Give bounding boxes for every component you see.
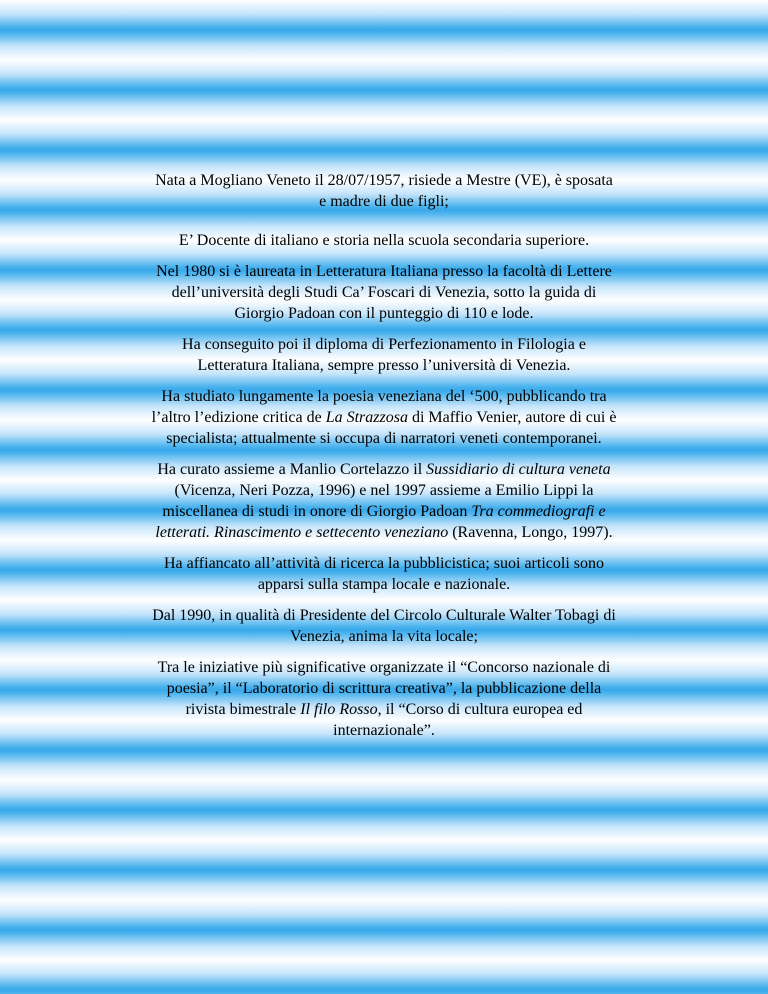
paragraph-publications (150, 459, 618, 543)
text-segment: Tra le iniziative più significative organizzate il “Concorso nazionale di poesia”, il “Laboratorio di scrittura creativa”, la pubblicazione della rivista bimestrale (157, 659, 611, 718)
paragraph-degree: Nel 1980 si è laureata in Letteratura Italiana presso la facoltà di Lettere dell’università degli Studi Ca’ Foscari di Venezia, sotto la guida di Giorgio Padoan con il punteggio di 110 e lode. (156, 263, 612, 322)
text-segment: (Ravenna, Longo, 1997). (448, 524, 613, 541)
text-segment: Ha studiato lungamente la poesia veneziana del ‘500, pubblicando tra l’altro l’edizione critica de (151, 388, 607, 426)
paragraph-research (150, 386, 618, 449)
biography-text (150, 170, 618, 751)
paragraph-circolo: Dal 1990, in qualità di Presidente del Circolo Culturale Walter Tobagi di Venezia, anima la vita locale; (152, 607, 616, 645)
paragraph-initiatives (150, 657, 618, 741)
title-sussidiario: Sussidiario di cultura veneta (426, 461, 611, 478)
paragraph-diploma: Ha conseguito poi il diploma di Perfezionamento in Filologia e Letteratura Italiana, sempre presso l’università di Venezia. (182, 336, 586, 374)
paragraph-teaching: E’ Docente di italiano e storia nella scuola secondaria superiore. (178, 232, 590, 249)
text-segment: (Vicenza, Neri Pozza, 1996) e nel 1997 assieme a Emilio Lippi la miscellanea di studi in onore di Giorgio Padoan (162, 482, 594, 520)
text-segment: Ha curato assieme a Manlio Cortelazzo il (157, 461, 427, 478)
title-il-filo-rosso: Il filo Rosso (300, 701, 378, 718)
text-segment: , il “Corso di cultura europea ed internazionale”. (333, 701, 583, 739)
title-miscellanea: Tra commediografi e letterati. Rinascimento e settecento veneziano (155, 503, 606, 541)
title-la-strazzosa: La Strazzosa (325, 409, 408, 426)
paragraph-birth: Nata a Mogliano Veneto il 28/07/1957, risiede a Mestre (VE), è sposata e madre di due figli; (155, 172, 613, 210)
paragraph-journalism: Ha affiancato all’attività di ricerca la pubblicistica; suoi articoli sono apparsi sulla stampa locale e nazionale. (164, 555, 604, 593)
text-segment: di Maffio Venier, autore di cui è specialista; attualmente si occupa di narratori veneti contemporanei. (166, 409, 617, 447)
